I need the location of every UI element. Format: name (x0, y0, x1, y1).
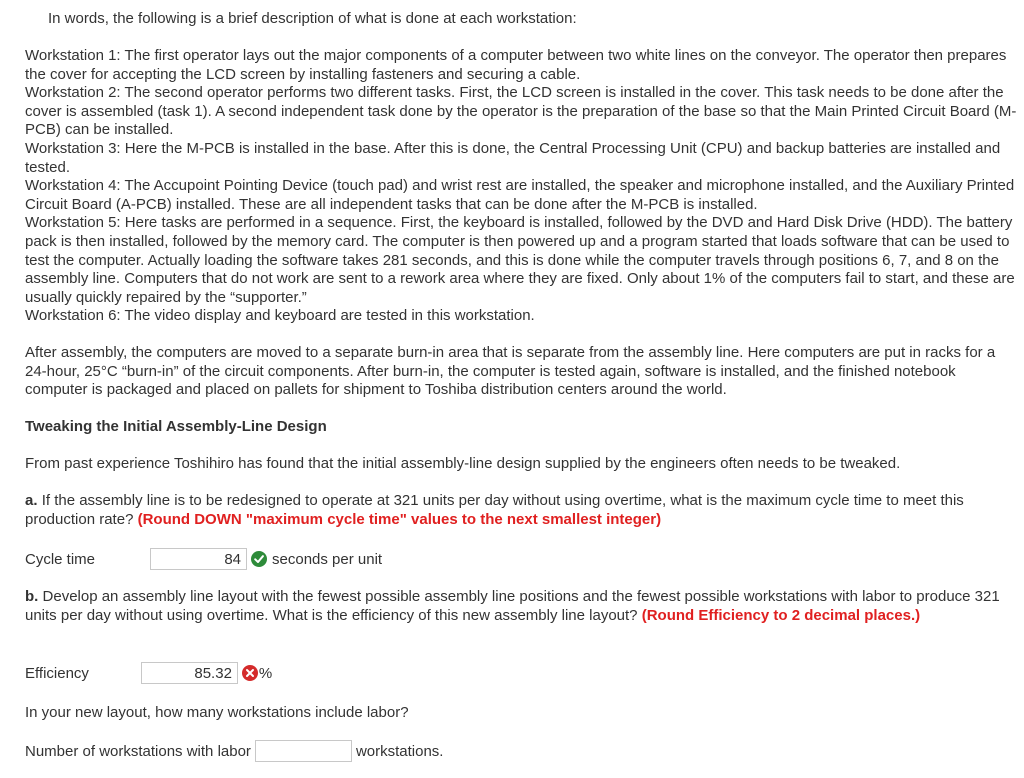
question-a (25, 492, 1020, 529)
workstation-4-text: Workstation 4: The Accupoint Pointing Device (touch pad) and wrist rest are installed, the speaker and microphone installed, and the Auxiliary Printed Circuit Board (A-PCB) installed. These are all independent tasks that can be done after the M-PCB is installed. (25, 177, 1015, 213)
efficiency-label: Efficiency (25, 664, 89, 682)
question-b-note: (Round Efficiency to 2 decimal places.) (641, 606, 921, 624)
x-circle-icon (242, 665, 258, 681)
workstation-descriptions (25, 47, 1020, 326)
workstation-5-text: Workstation 5: Here tasks are performed in a sequence. First, the keyboard is installed, followed by the DVD and Hard Disk Drive (HDD). The battery pack is then installed, followed by the memory card. The computer is then powered up and a program started that loads software that can be used to test the computer. Actually loading the software takes 281 seconds, and this is done while the computer travels through positions 6, 7, and 8 on the assembly line. Computers that do not work are sent to a rework area where they are fixed. Only about 1% of the computers fail to start, and these are usually quickly repaired by the “supporter.” (25, 214, 1015, 306)
cycle-time-input[interactable] (150, 548, 247, 570)
check-circle-icon (251, 551, 267, 567)
after-assembly-text: After assembly, the computers are moved to a separate burn-in area that is separate from the assembly line. Here computers are put in racks for a 24-hour, 25°C “burn-in” of the circuit components. After burn-in, the computer is tested again, software is installed, and the finished notebook computer is packaged and placed on pallets for shipment to Toshiba distribution centers around the world. (25, 344, 996, 399)
workstation-3-text: Workstation 3: Here the M-PCB is installed in the base. After this is done, the Central Processing Unit (CPU) and backup batteries are installed and tested. (25, 139, 1001, 176)
tweak-text: From past experience Toshihiro has found that the initial assembly-line design supplied by the engineers often needs to be tweaked. (25, 455, 901, 472)
cycle-time-unit: seconds per unit (272, 550, 383, 568)
workstations-unit: workstations. (355, 742, 444, 760)
cycle-time-row (25, 548, 382, 570)
workstations-row (25, 740, 443, 762)
question-a-label: a. (25, 492, 38, 509)
question-a-text: If the assembly line is to be redesigned to operate at 321 units per day without using overtime, what is the maximum cycle time to meet this production rate? (25, 492, 964, 528)
intro-text: In words, the following is a brief description of what is done at each workstation: (48, 10, 577, 27)
question-a-note: (Round DOWN "maximum cycle time" values to the next smallest integer) (137, 510, 662, 528)
question-b-text: Develop an assembly line layout with the fewest possible assembly line positions and the fewest possible workstations with labor to produce 321 units per day without using overtime. What is the efficiency of this new assembly line layout? (25, 588, 1000, 624)
question-c-text: In your new layout, how many workstations include labor? (25, 704, 409, 721)
workstation-2-text: Workstation 2: The second operator performs two different tasks. First, the LCD screen is installed in the cover. This task needs to be done after the cover is assembled (task 1). A second independent task done by the operator is the preparation of the base so that the Main Printed Circuit Board (M-PCB) can be installed. (25, 84, 1017, 139)
workstation-1-text: Workstation 1: The first operator lays out the major components of a computer between two white lines on the conveyor. The operator then prepares the cover for accepting the LCD screen by installing fasteners and securing a cable. (25, 47, 1007, 83)
question-b (25, 588, 1015, 625)
section-heading: Tweaking the Initial Assembly-Line Design (25, 418, 327, 435)
workstations-label: Number of workstations with labor (25, 742, 251, 760)
efficiency-unit: % (258, 664, 273, 682)
question-a-prompt (25, 492, 1020, 529)
workstation-6-text: Workstation 6: The video display and keyboard are tested in this workstation. (25, 307, 535, 325)
workstations-input[interactable] (255, 740, 352, 762)
question-b-label: b. (25, 588, 39, 605)
efficiency-input[interactable] (141, 662, 238, 684)
cycle-time-label: Cycle time (25, 550, 96, 568)
efficiency-row (25, 662, 272, 684)
question-b-prompt (25, 588, 1015, 625)
